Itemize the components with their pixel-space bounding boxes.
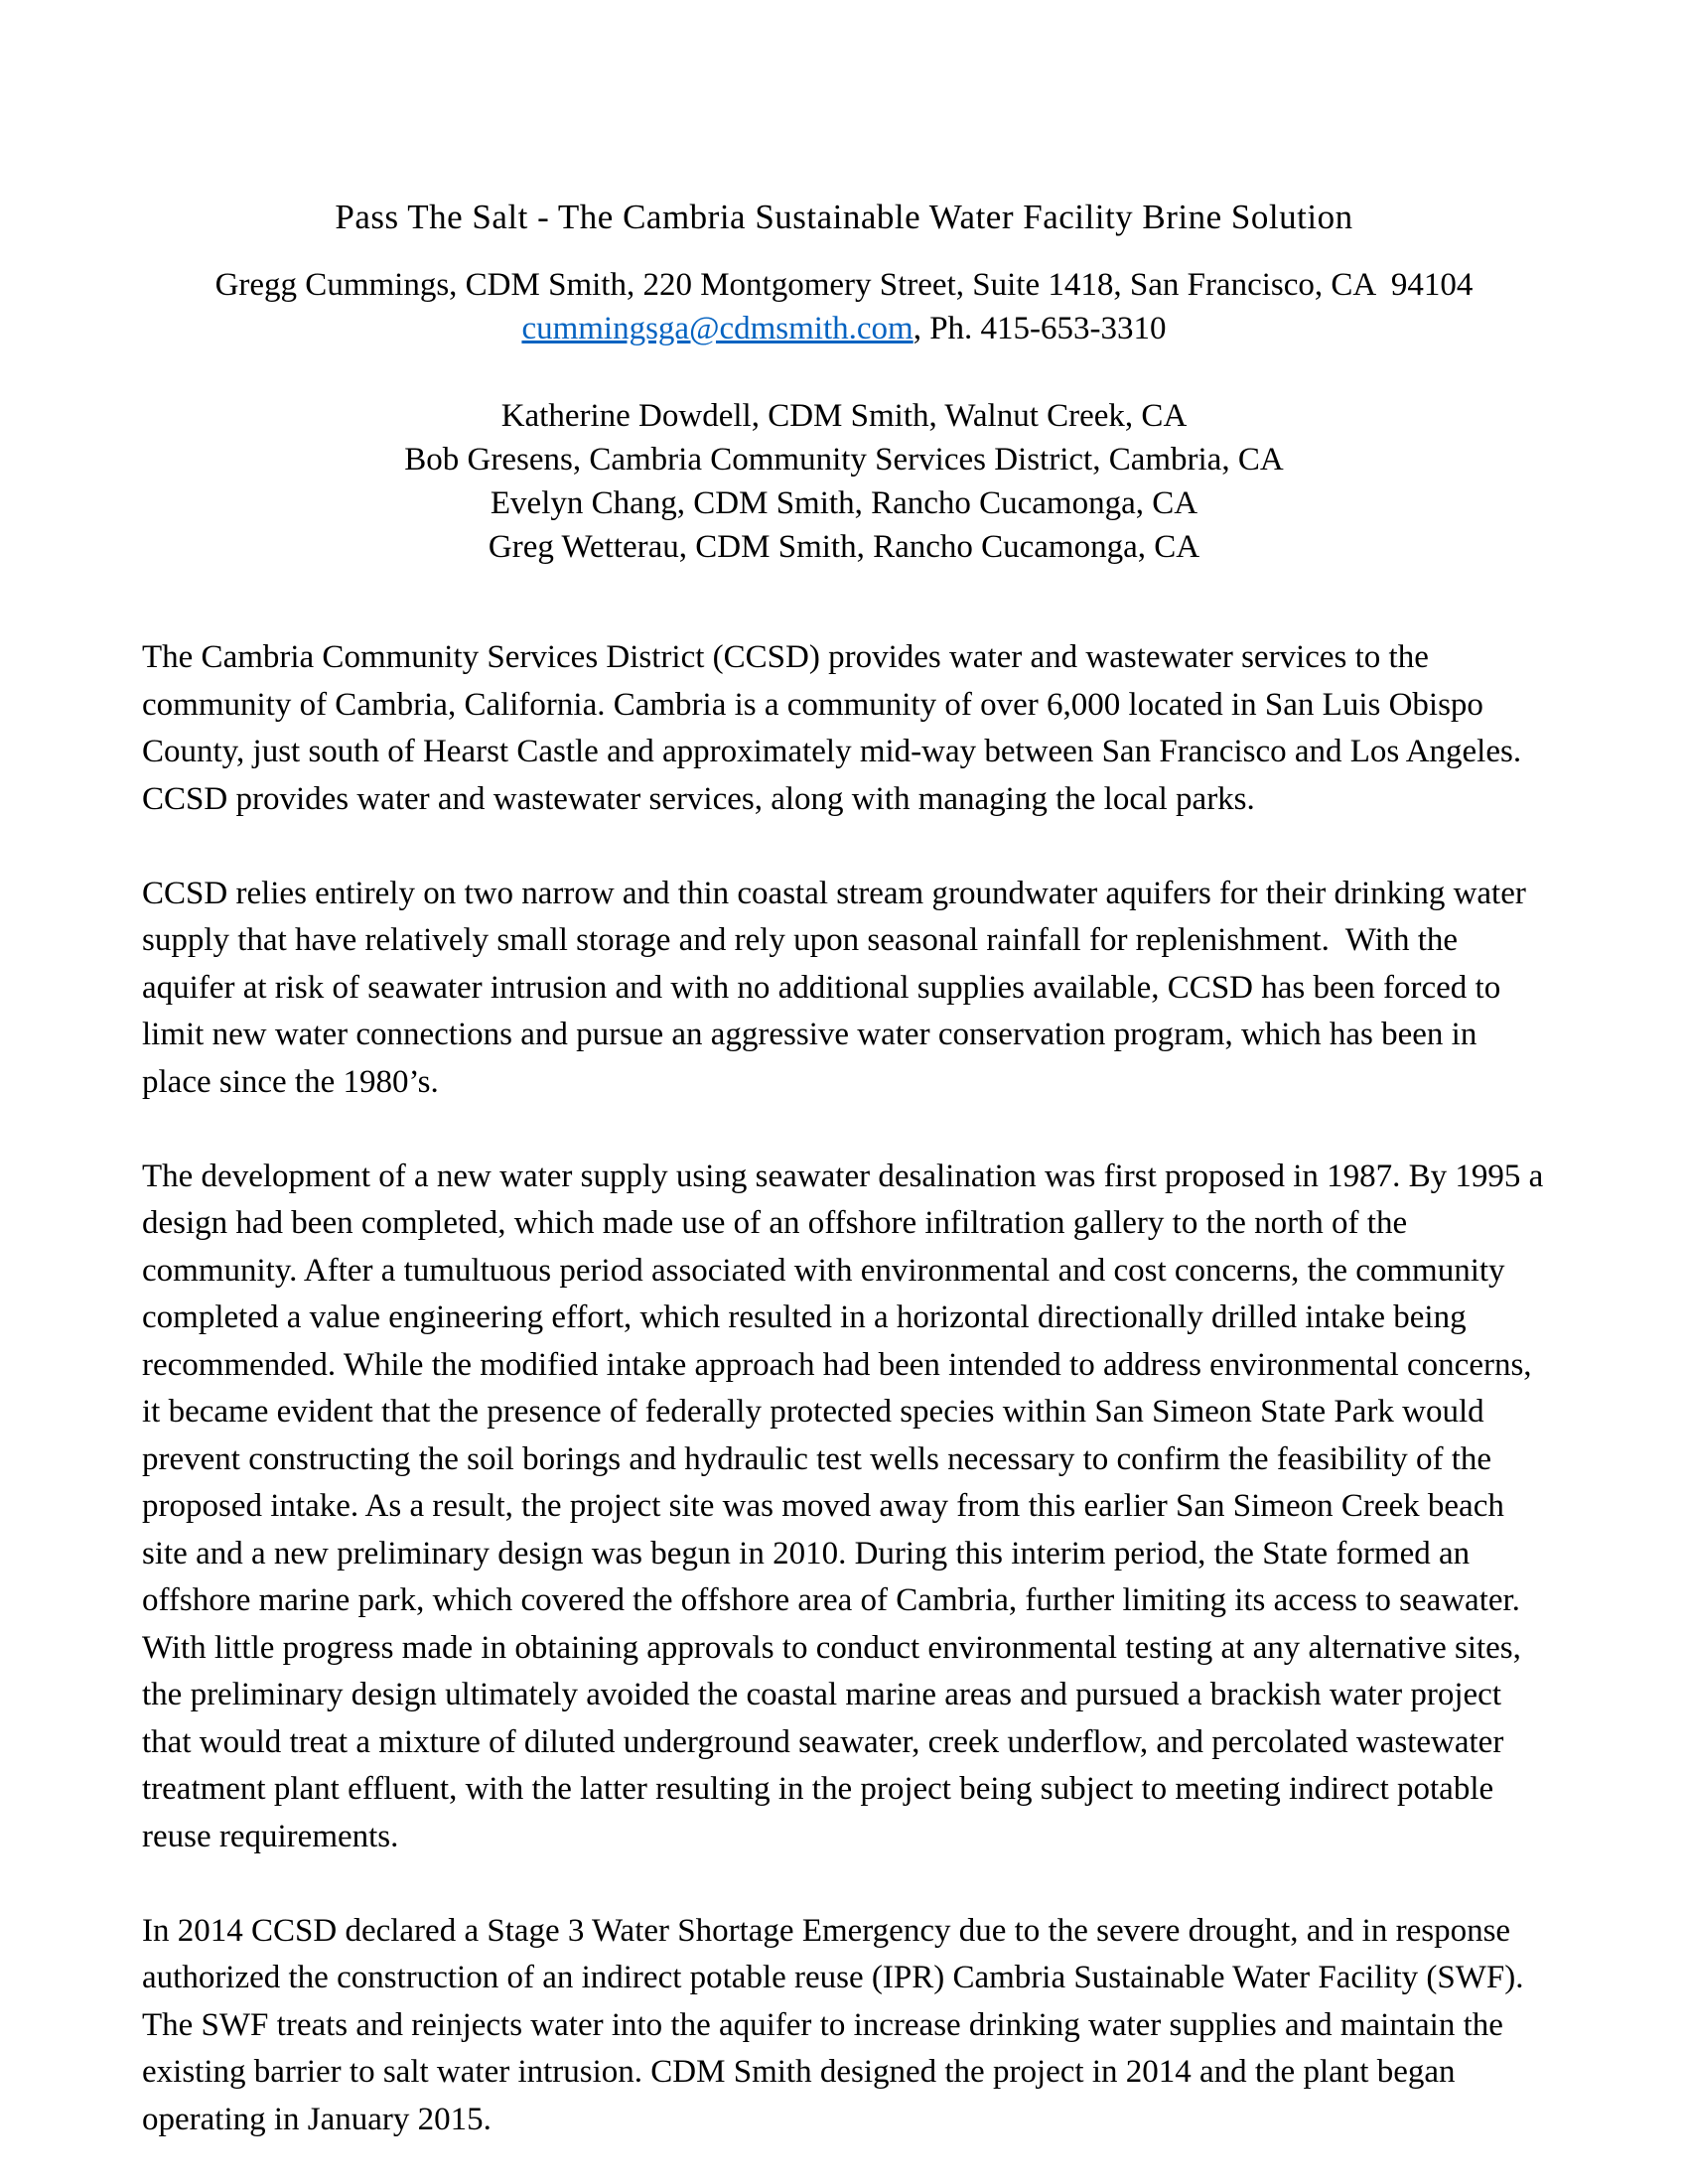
coauthor-block	[142, 394, 1546, 569]
byline-block	[142, 263, 1546, 350]
paper-title: Pass The Salt - The Cambria Sustainable Water Facility Brine Solution	[335, 198, 1353, 236]
abstract-body	[142, 634, 1552, 2143]
primary-author-contact-line: Gregg Cummings, CDM Smith, 220 Montgomery Street, Suite 1418, San Francisco, CA 94104	[214, 267, 1474, 303]
email-link[interactable]: cummingsga@cdmsmith.com	[521, 311, 914, 346]
author-line: Evelyn Chang, CDM Smith, Rancho Cucamonga, CA	[490, 485, 1198, 521]
phone-text: , Ph. 415-653-3310	[913, 311, 1167, 346]
author-line: Katherine Dowdell, CDM Smith, Walnut Creek, CA	[500, 398, 1188, 434]
body-paragraph: The development of a new water supply using seawater desalination was first proposed in 1987. By 1995 a design had been completed, which made use of an offshore infiltration gallery to the north of the community. After a tumultuous period associated with environmental and cost concerns, the community completed a value engineering effort, which resulted in a horizontal directionally drilled intake being recommended. While the modified intake approach had been intended to address environmental concerns, it became evident that the presence of federally protected species within San Simeon State Park would prevent constructing the soil borings and hydraulic test wells necessary to confirm the feasibility of the proposed intake. As a result, the project site was moved away from this earlier San Simeon Creek beach site and a new preliminary design was begun in 2010. During this interim period, the State formed an offshore marine park, which covered the offshore area of Cambria, further limiting its access to seawater. With little progress made in obtaining approvals to conduct environmental testing at any alternative sites, the preliminary design ultimately avoided the coastal marine areas and pursued a brackish water project that would treat a mixture of diluted underground seawater, creek underflow, and percolated wastewater treatment plant effluent, with the latter resulting in the project being subject to meeting indirect potable reuse requirements.	[142, 1158, 1552, 1854]
body-paragraph: In 2014 CCSD declared a Stage 3 Water Shortage Emergency due to the severe drought, and in response authorized the construction of an indirect potable reuse (IPR) Cambria Sustainable Water Facility (SWF). The SWF treats and reinjects water into the aquifer to increase drinking water supplies and maintain the existing barrier to salt water intrusion. CDM Smith designed the project in 2014 and the plant began operating in January 2015.	[142, 1912, 1540, 2137]
email-phone-line	[142, 307, 1546, 350]
page-content	[142, 194, 1552, 2143]
author-line: Bob Gresens, Cambria Community Services District, Cambria, CA	[404, 442, 1284, 478]
body-paragraph: CCSD relies entirely on two narrow and thin coastal stream groundwater aquifers for their drinking water supply that have relatively small storage and rely upon seasonal rainfall for replenishment. With the aquifer at risk of seawater intrusion and with no additional supplies available, CCSD has been forced to limit new water connections and pursue an aggressive water conservation program, which has been in place since the 1980’s.	[142, 875, 1535, 1100]
author-line: Greg Wetterau, CDM Smith, Rancho Cucamonga, CA	[488, 529, 1200, 565]
body-paragraph: The Cambria Community Services District (CCSD) provides water and wastewater services to the community of Cambria, California. Cambria is a community of over 6,000 located in San Luis Obispo County, just south of Hearst Castle and approximately mid-way between San Francisco and Los Angeles. CCSD provides water and wastewater services, along with managing the local parks.	[142, 639, 1538, 817]
